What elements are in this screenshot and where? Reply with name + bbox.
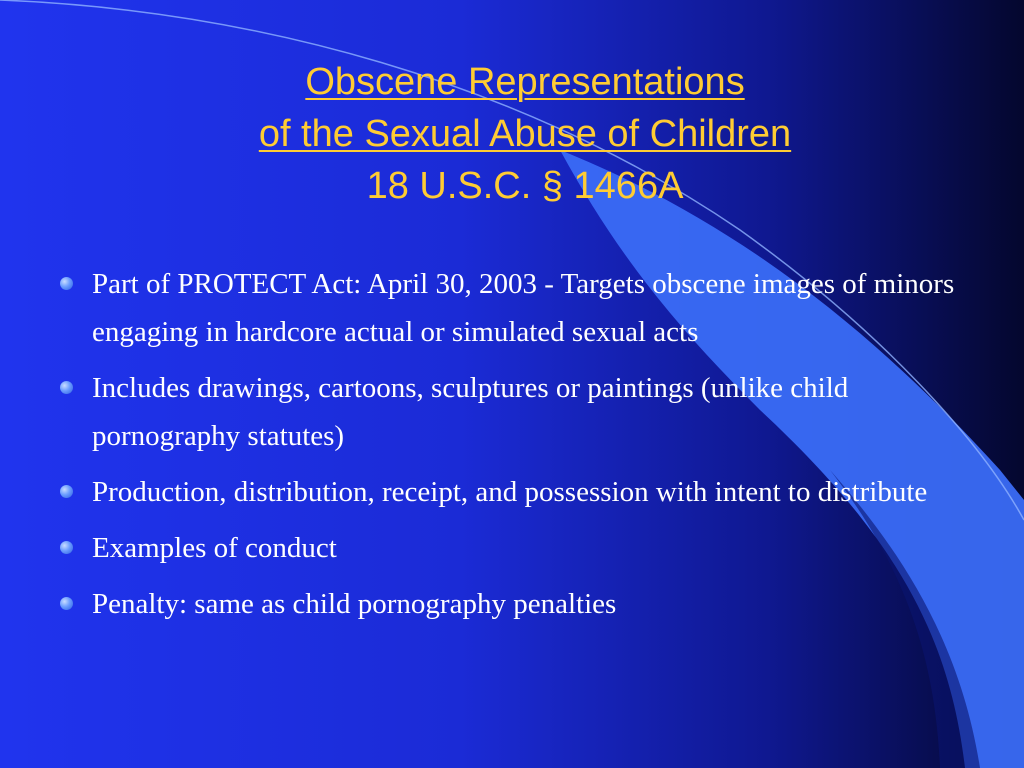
circle-bullet-icon (60, 381, 73, 394)
circle-bullet-icon (60, 277, 73, 290)
bullet-item (56, 364, 956, 460)
title-line-2: of the Sexual Abuse of Children (258, 113, 792, 155)
circle-bullet-icon (60, 485, 73, 498)
bullet-item (56, 580, 956, 628)
bullet-item (56, 468, 956, 516)
bullet-list (56, 260, 956, 636)
circle-bullet-icon (60, 541, 73, 554)
title-line-1: Obscene Representations (305, 61, 745, 103)
bullet-text: Includes drawings, cartoons, sculptures or paintings (unlike child pornography statutes) (92, 372, 849, 452)
slide-title (60, 56, 990, 212)
bullet-text: Examples of conduct (92, 532, 337, 564)
bullet-item (56, 524, 956, 572)
circle-bullet-icon (60, 597, 73, 610)
bullet-text: Production, distribution, receipt, and possession with intent to distribute (92, 476, 928, 508)
title-line-3: 18 U.S.C. § 1466A (366, 165, 684, 207)
bullet-item (56, 260, 956, 356)
bullet-text: Penalty: same as child pornography penalties (92, 588, 617, 620)
bullet-text: Part of PROTECT Act: April 30, 2003 - Targets obscene images of minors engaging in hardcore actual or simulated sexual acts (92, 268, 955, 348)
